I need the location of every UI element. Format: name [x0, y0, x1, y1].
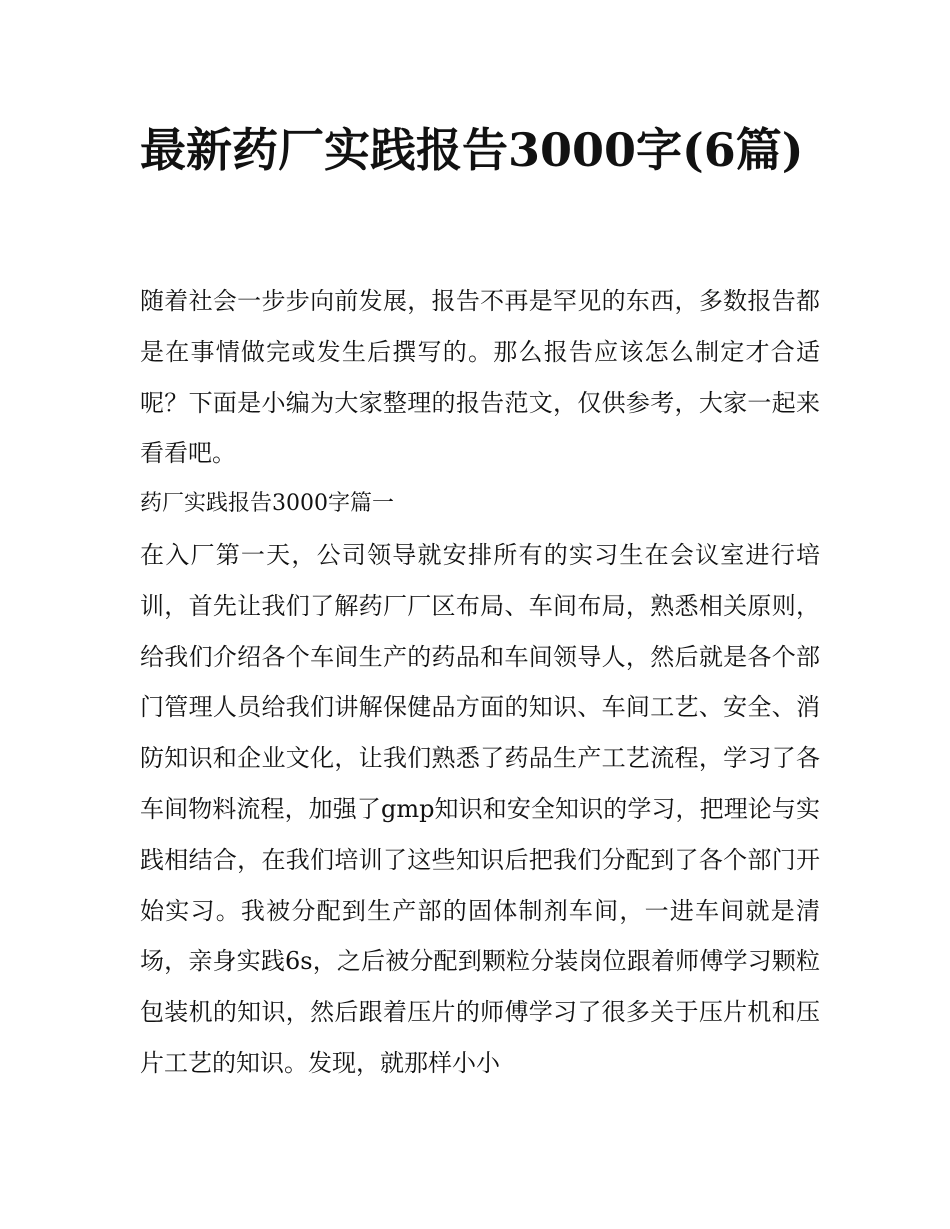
intro-paragraph: 随着社会一步步向前发展，报告不再是罕见的东西，多数报告都是在事情做完或发生后撰写的。那么报告应该怎么制定才合适呢？下面是小编为大家整理的报告范文，仅供参考，大家一起来看看吧。 [140, 287, 820, 468]
document-body [140, 276, 820, 1089]
document-title: 最新药厂实践报告3000字(6篇) [140, 123, 804, 177]
section-heading: 药厂实践报告3000字篇一 [140, 491, 394, 517]
section-paragraph: 在入厂第一天，公司领导就安排所有的实习生在会议室进行培训，首先让我们了解药厂厂区布局、车间布局，熟悉相关原则，给我们介绍各个车间生产的药品和车间领导人，然后就是各个部门管理人员给我们讲解保健品方面的知识、车间工艺、安全、消防知识和企业文化，让我们熟悉了药品生产工艺流程，学习了各车间物料流程，加强了gmp知识和安全知识的学习，把理论与实践相结合，在我们培训了这些知识后把我们分配到了各个部门开始实习。我被分配到生产部的固体制剂车间，一进车间就是清场，亲身实践6s，之后被分配到颗粒分装岗位跟着师傅学习颗粒包装机的知识，然后跟着压片的师傅学习了很多关于压片机和压片工艺的知识。发现，就那样小小 [140, 540, 820, 1077]
